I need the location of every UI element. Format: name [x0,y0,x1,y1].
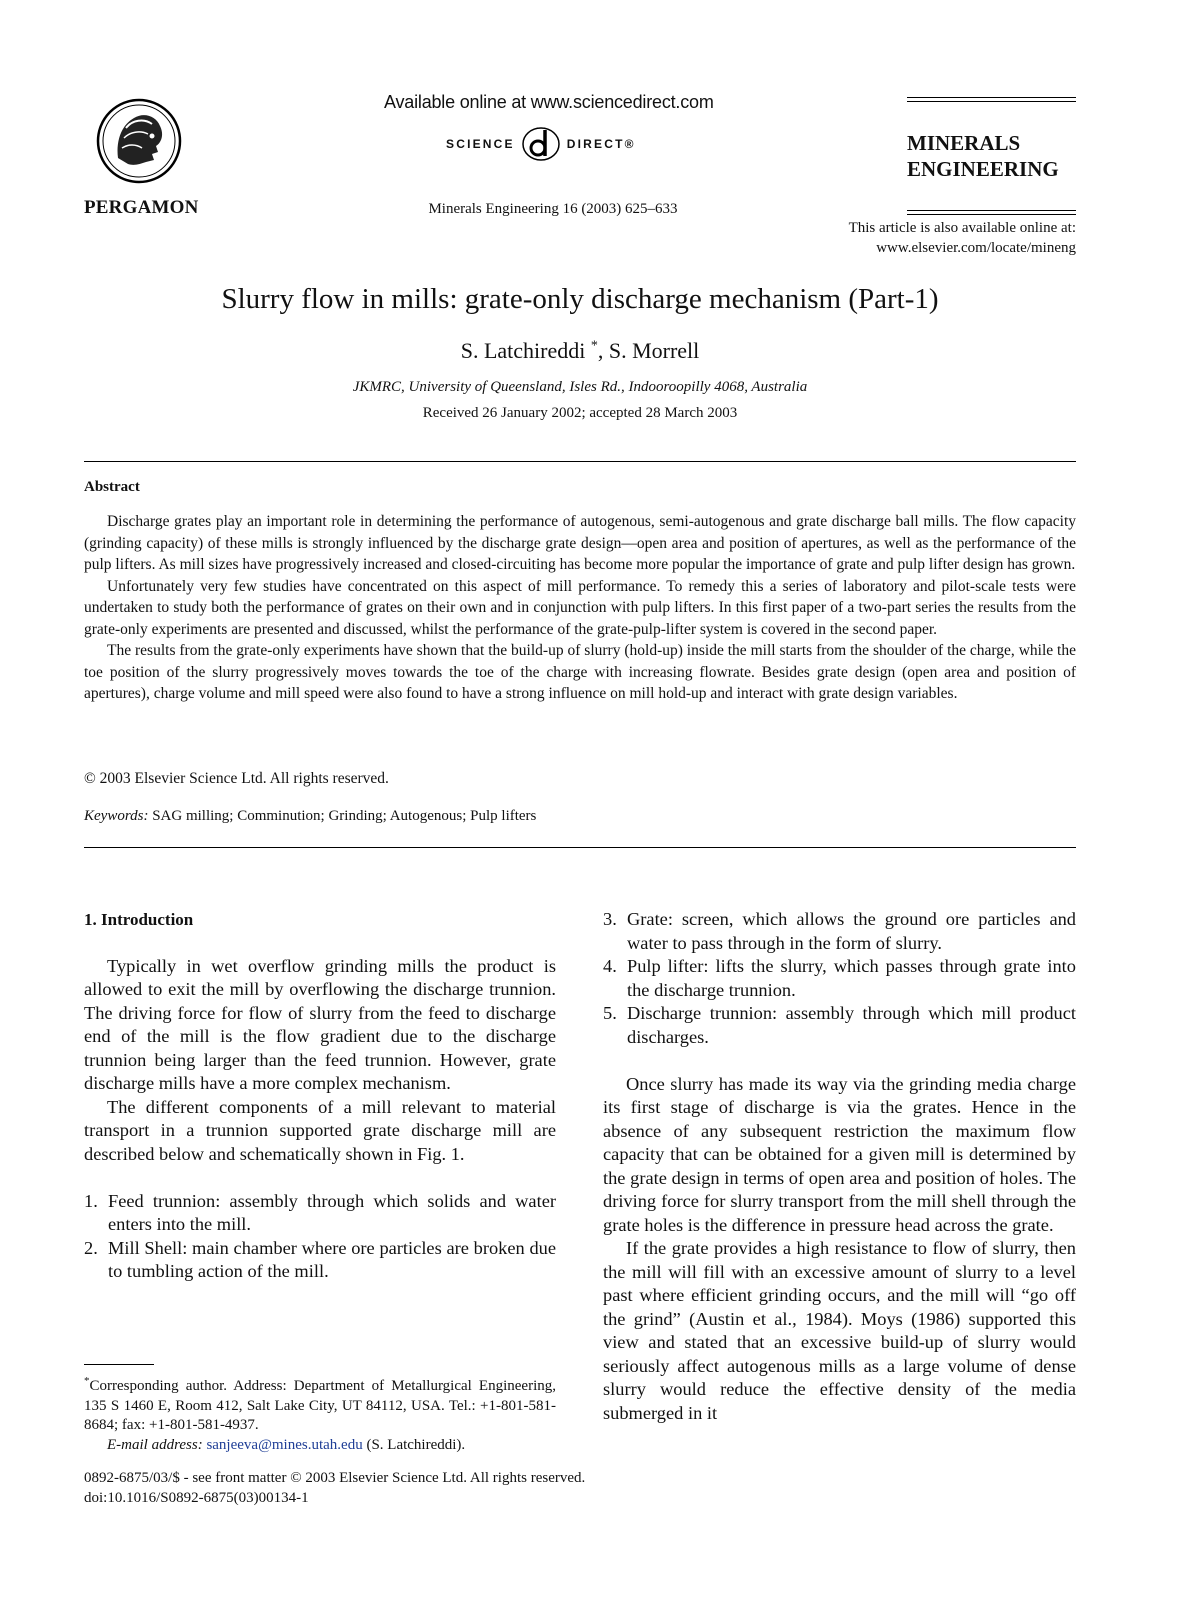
footnote-mark: * [84,1375,90,1387]
online-note-line1: This article is also available online at: [848,220,1076,236]
abstract-copyright: © 2003 Elsevier Science Ltd. All rights reserved. [84,770,389,787]
footnote-text: Corresponding author. Address: Department of Metallurgical Engineering, 135 S 1460 E, Room 412, Salt Lake City, UT 84112, USA. Tel.: +1-801-581-8684; fax: +1-801-581-4937. [84,1378,556,1433]
abstract-heading: Abstract [84,479,140,495]
issn-line: 0892-6875/03/$ - see front matter © 2003 Elsevier Science Ltd. All rights reserved. [84,1470,586,1486]
right-column [603,908,1076,1425]
body-paragraph: Once slurry has made its way via the grinding media charge its first stage of discharge is via the grates. Hence in the absence of any subsequent restriction the maximum flow capacity that can be obtained for a given mill is determined by the grate design in terms of open area and position of holes. The driving force for slurry transport from the mill shell through the grate holes is the difference in pressure head across the grate. [603,1073,1076,1235]
footnote [84,1372,556,1455]
email-label: E-mail address: [107,1436,203,1453]
online-availability-note [849,218,1076,258]
abstract-bottom-rule [84,847,1076,848]
journal-title-line2: ENGINEERING [907,157,1059,181]
abstract-body [84,511,1076,705]
list-item: 3. Grate: screen, which allows the ground ore particles and water to pass through in the form of slurry. [603,909,1076,953]
email-owner: (S. Latchireddi). [366,1436,466,1453]
list-item: 1. Feed trunnion: assembly through which solids and water enters into the mill. [84,1190,556,1234]
keywords [84,808,536,825]
list-item: 4. Pulp lifter: lifts the slurry, which passes through grate into the discharge trunnion. [603,956,1076,1000]
journal-title-line1: MINERALS [907,131,1021,155]
mill-components-list-continued [603,908,1076,1049]
corresponding-author-mark[interactable]: * [590,338,598,354]
doi-line[interactable]: doi:10.1016/S0892-6875(03)00134-1 [84,1489,309,1506]
abstract-paragraph: Unfortunately very few studies have concentrated on this aspect of mill performance. To remedy this a series of laboratory and pilot-scale tests were undertaken to study both the performance of grates on their own and in conjunction with pulp lifters. In this first paper of a two-part series the results from the grate-only experiments are presented and discussed, whilst the performance of the grate-pulp-lifter system is covered in the second paper. [84,577,1076,638]
body-paragraph: The different components of a mill relevant to material transport in a trunnion supported grate discharge mill are described below and schematically shown in Fig. 1. [84,1096,556,1164]
available-online-text: Available online at www.sciencedirect.com [384,92,714,112]
journal-bottom-rule-2 [907,214,1076,215]
journal-top-rule [907,97,1076,98]
left-column [84,908,556,1284]
body-paragraph: If the grate provides a high resistance to flow of slurry, then the mill will fill with an excessive amount of slurry to a level past where efficient grinding occurs, and the mill will “go off the grind” (Austin et al., 1984). Moys (1986) supported this view and stated that an excessive build-up of slurry would seriously affect autogenous mills as a large volume of dense slurry would reduce the effective density of the media submerged in it [603,1238,1076,1423]
abstract-paragraph: Discharge grates play an important role in determining the performance of autogenous, semi-autogenous and grate discharge ball mills. The flow capacity (grinding capacity) of these mills is strongly influenced by the discharge grate design—open area and position of apertures, as well as the performance of the pulp lifters. As mill sizes have progressively increased and closed-circuiting has become more popular the importance of grate and pulp lifter design has grown. [84,513,1076,573]
journal-top-rule-2 [907,101,1076,102]
journal-bottom-rule [907,210,1076,211]
mill-components-list [84,1190,556,1284]
footnote-email-line [84,1436,556,1456]
section-heading-introduction: 1. Introduction [84,910,194,929]
publisher-name: PERGAMON [84,197,199,218]
journal-title [907,130,1059,182]
sciencedirect-d-icon [521,124,561,164]
author-morrell: S. Morrell [608,338,700,363]
sciencedirect-left-word: SCIENCE [446,137,515,151]
affiliation: JKMRC, University of Queensland, Isles Rd., Indooroopilly 4068, Australia [352,379,808,395]
footnote-rule [84,1364,154,1365]
abstract-paragraph: The results from the grate-only experiments have shown that the build-up of slurry (hold-up) inside the mill starts from the shoulder of the charge, while the toe position of the slurry progressively moves towards the toe of the charge with increasing flowrate. Besides grate design (open area and position of apertures), charge volume and mill speed were also found to have a strong influence on mill hold-up and interact with grate design variables. [84,642,1076,702]
keywords-label: Keywords: [84,808,149,824]
email-link[interactable]: sanjeeva@mines.utah.edu [206,1436,363,1453]
abstract-top-rule [84,461,1076,462]
received-dates: Received 26 January 2002; accepted 28 March 2003 [422,405,738,421]
sciencedirect-logo [446,124,636,164]
list-item: 2. Mill Shell: main chamber where ore particles are broken due to tumbling action of the mill. [84,1237,556,1281]
article-title: Slurry flow in mills: grate-only discharge mechanism (Part-1) [221,283,939,315]
publisher-logo [96,98,182,184]
journal-citation: Minerals Engineering 16 (2003) 625–633 [428,201,678,217]
author-list [0,338,1160,364]
author-latchireddi: S. Latchireddi [460,338,586,363]
front-matter-info [84,1469,585,1508]
author-separator: , [597,338,609,363]
list-item: 5. Discharge trunnion: assembly through which mill product discharges. [603,1003,1076,1047]
athena-head-icon [96,98,182,184]
keywords-list: SAG milling; Comminution; Grinding; Autogenous; Pulp lifters [152,808,537,824]
body-paragraph: Typically in wet overflow grinding mills the product is allowed to exit the mill by overflowing the discharge trunnion. The driving force for flow of slurry from the feed to discharge end of the mill is the flow gradient due to the discharge trunnion being larger than the feed trunnion. However, grate discharge mills have a more complex mechanism. [84,955,556,1093]
online-note-url[interactable]: www.elsevier.com/locate/mineng [876,240,1076,256]
sciencedirect-right-word: DIRECT® [566,137,636,151]
